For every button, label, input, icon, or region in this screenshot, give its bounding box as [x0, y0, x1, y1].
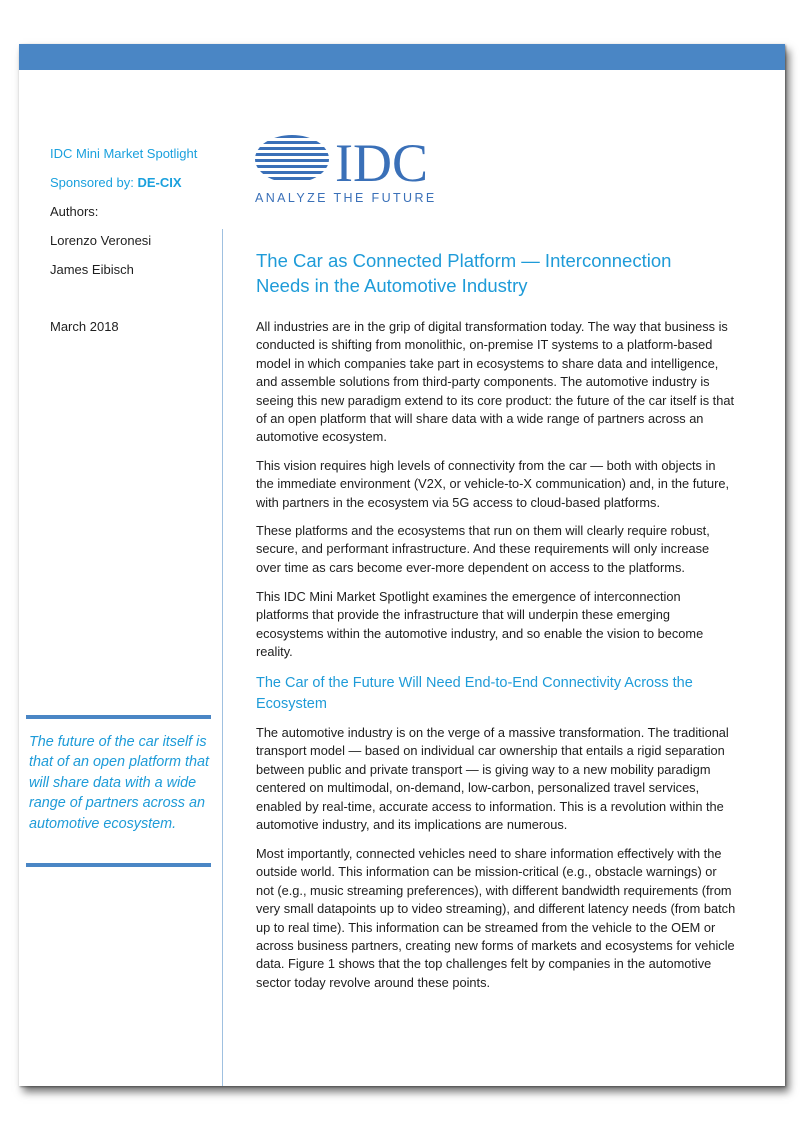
logo-tagline: ANALYZE THE FUTURE	[255, 191, 437, 205]
author-name: Lorenzo Veronesi	[50, 233, 152, 248]
sponsor-name: DE-CIX	[137, 175, 182, 190]
pull-quote-bottom-rule	[26, 863, 211, 867]
spotlight-label: IDC Mini Market Spotlight	[50, 146, 198, 161]
intro-paragraph: These platforms and the ecosystems that run on them will clearly require robust, secure, and performant infrastructure. And these requirements will only increase over time as cars become ever-more dependent on access to the platforms.	[256, 523, 710, 575]
author-name: James Eibisch	[50, 262, 134, 277]
publication-date: March 2018	[50, 319, 119, 334]
authors-label: Authors:	[50, 204, 99, 219]
pull-quote: The future of the car itself is that of an open platform that will share data with a wide range of partners across an automotive ecosystem.	[29, 734, 210, 832]
intro-paragraph: All industries are in the grip of digital transformation today. The way that business is conducted is shifting from monolithic, on-premise IT systems to a platform-based model in which companies take part in ecosystems to share data and intelligence, and assemble solutions from third-party components. The automotive industry is seeing this new paradigm extend to its core product: the future of the car itself is that of an open platform that will share data with a wide range of partners across an automotive ecosystem.	[256, 319, 735, 445]
header-bar	[19, 44, 785, 70]
pull-quote-top-rule	[26, 715, 211, 719]
sponsored-by-label: Sponsored by:	[50, 175, 138, 190]
section-paragraph: Most importantly, connected vehicles need to share information effectively with the outside world. This information can be mission-critical (e.g., obstacle warnings) or not (e.g., music streaming preferences), with different bandwidth requirements (from very small datapoints up to video streaming), and different latency needs (from batch up to real time). This information can be streamed from the vehicle to the OEM or across business partners, creating new forms of markets and ecosystems for vehicle data. Figure 1 shows that the top challenges felt by companies in the automotive sector today revolve around these points.	[256, 846, 736, 990]
intro-paragraph: This IDC Mini Market Spotlight examines the emergence of interconnection platforms that provide the infrastructure that will underpin these emerging ecosystems within the automotive industry, and so enable the vision to become reality.	[256, 589, 704, 660]
article-title: The Car as Connected Platform — Interconnection Needs in the Automotive Industry	[256, 250, 672, 296]
document-page	[19, 44, 785, 1086]
section-paragraph: The automotive industry is on the verge of a massive transformation. The traditional transport model — based on individual car ownership that entails a rigid separation between public and private transport — is giving way to a new mobility paradigm centered on multimodal, on-demand, low-carbon, personalized travel services, enabled by real-time, accurate access to information. This is a revolution within the automotive industry, and its implications are numerous.	[256, 725, 729, 833]
intro-paragraph: This vision requires high levels of connectivity from the car — both with objects in the immediate environment (V2X, or vehicle-to-X communication) and, in the future, with partners in the ecosystem via 5G access to cloud-based platforms.	[256, 458, 729, 510]
idc-globe-icon	[255, 135, 445, 191]
section-heading: The Car of the Future Will Need End-to-End Connectivity Across the Ecosystem	[256, 675, 693, 712]
idc-wordmark: IDC	[335, 135, 428, 191]
sponsor-line	[50, 175, 182, 191]
column-divider	[222, 229, 223, 1086]
